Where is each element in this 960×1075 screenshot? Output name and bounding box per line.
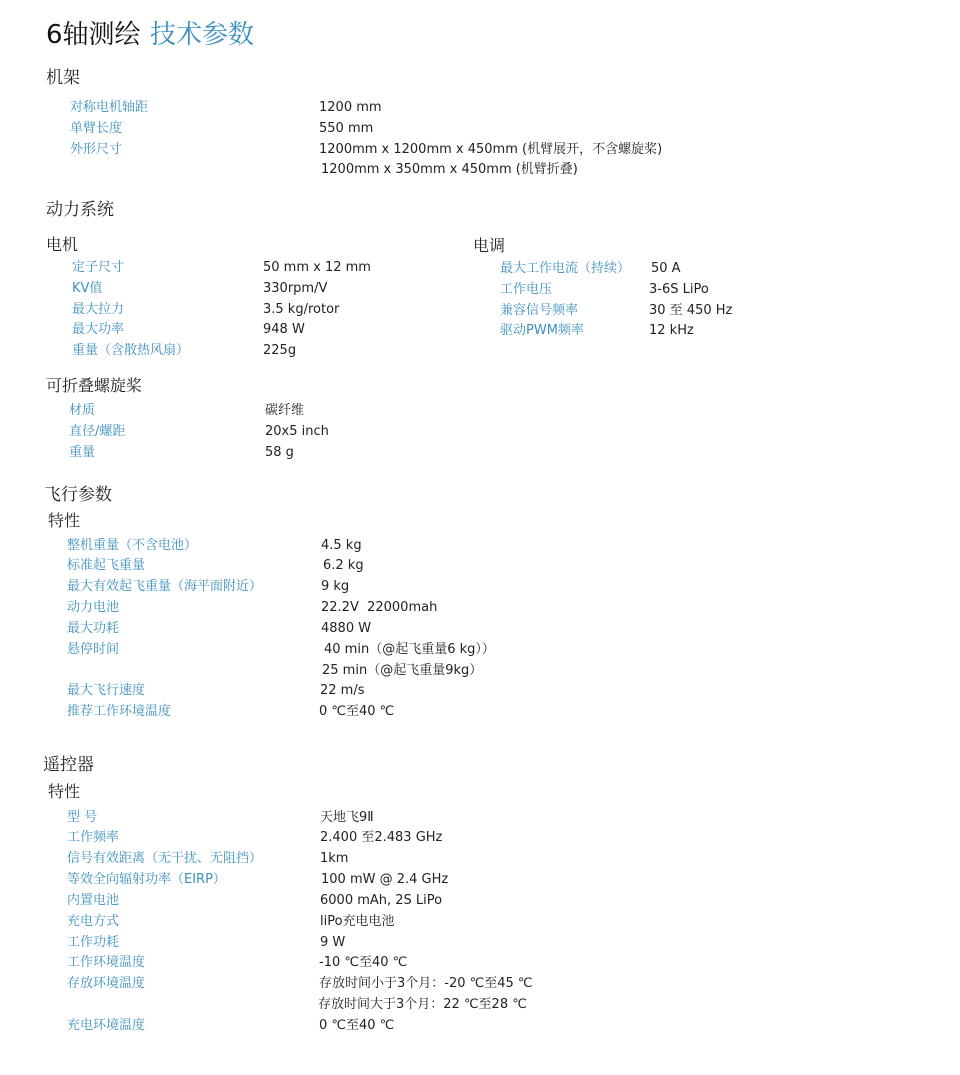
flight-value-max-speed: 22 m/s <box>320 683 365 698</box>
esc-value-signal-freq: 30 至 450 Hz <box>649 303 733 318</box>
remote-label-storage-temp: 存放环境温度 <box>67 976 146 991</box>
flight-label-max-consumption: 最大功耗 <box>67 621 120 636</box>
propeller-label-weight: 重量 <box>69 445 96 460</box>
page-title: 6轴测绘 <box>46 20 141 50</box>
motor-label-stator: 定子尺寸 <box>72 260 125 275</box>
section-heading-flight: 飞行参数 <box>44 485 112 505</box>
remote-label-battery: 内置电池 <box>67 893 120 908</box>
flight-value-max-takeoff: 9 kg <box>321 579 350 594</box>
section-heading-frame: 机架 <box>46 68 80 88</box>
frame-label-wheelbase: 对称电机轴距 <box>70 100 149 115</box>
flight-label-airframe-weight: 整机重量（不含电池） <box>67 538 198 553</box>
frame-value-wheelbase: 1200 mm <box>319 100 382 115</box>
esc-label-signal-freq: 兼容信号频率 <box>500 303 579 318</box>
esc-value-pwm-freq: 12 kHz <box>649 323 694 338</box>
remote-value-model: 天地飞9Ⅱ <box>320 810 374 825</box>
esc-label-max-current: 最大工作电流（持续） <box>500 261 631 276</box>
flight-value-hover-time-6kg: 40 min（@起飞重量6 kg）） <box>324 642 495 657</box>
remote-value-eirp: 100 mW @ 2.4 GHz <box>321 872 449 887</box>
flight-label-max-speed: 最大飞行速度 <box>67 683 146 698</box>
flight-value-operating-temp: 0 ℃至40 ℃ <box>319 704 395 719</box>
flight-value-standard-takeoff: 6.2 kg <box>323 558 364 573</box>
page-subtitle: 技术参数 <box>150 20 255 50</box>
propeller-label-diameter-pitch: 直径/螺距 <box>69 424 126 439</box>
motor-value-kv: 330rpm/V <box>263 281 328 296</box>
propeller-label-material: 材质 <box>69 403 96 418</box>
motor-label-max-thrust: 最大拉力 <box>72 302 125 317</box>
remote-value-storage-temp-short: 存放时间小于3个月：-20 ℃至45 ℃ <box>319 976 533 991</box>
remote-value-frequency: 2.400 至2.483 GHz <box>320 830 443 845</box>
frame-value-dimensions-unfolded: 1200mm x 1200mm x 450mm (机臂展开，不含螺旋桨) <box>319 142 663 157</box>
esc-value-max-current: 50 A <box>651 261 681 276</box>
remote-value-battery: 6000 mAh, 2S LiPo <box>320 893 443 908</box>
motor-label-weight: 重量（含散热风扇） <box>72 343 190 358</box>
propeller-value-weight: 58 g <box>265 445 294 460</box>
frame-value-arm-length: 550 mm <box>319 121 374 136</box>
flight-value-airframe-weight: 4.5 kg <box>321 538 362 553</box>
remote-label-model: 型 号 <box>67 810 98 825</box>
flight-value-hover-time-9kg: 25 min（@起飞重量9kg） <box>322 663 483 678</box>
remote-value-storage-temp-long: 存放时间大于3个月：22 ℃至28 ℃ <box>318 997 527 1012</box>
subsection-heading-remote-characteristics: 特性 <box>48 782 81 801</box>
flight-value-battery: 22.2V 22000mah <box>321 600 438 615</box>
flight-label-battery: 动力电池 <box>67 600 120 615</box>
esc-label-voltage: 工作电压 <box>500 282 553 297</box>
subsection-heading-esc: 电调 <box>473 236 506 255</box>
propeller-value-diameter-pitch: 20x5 inch <box>265 424 329 439</box>
remote-label-charging-method: 充电方式 <box>67 914 120 929</box>
remote-value-range: 1km <box>320 851 349 866</box>
remote-label-frequency: 工作频率 <box>67 830 120 845</box>
frame-label-arm-length: 单臂长度 <box>70 121 123 136</box>
subsection-heading-flight-characteristics: 特性 <box>48 511 81 530</box>
subsection-heading-propeller: 可折叠螺旋桨 <box>46 376 143 395</box>
motor-label-kv: KV值 <box>72 281 103 296</box>
motor-value-weight: 225g <box>263 343 297 358</box>
remote-label-eirp: 等效全向辐射功率（EIRP） <box>67 872 226 887</box>
remote-value-operating-temp: -10 ℃至40 ℃ <box>319 955 408 970</box>
remote-value-power-consumption: 9 W <box>320 935 346 950</box>
remote-label-range: 信号有效距离（无干扰、无阻挡） <box>67 851 263 866</box>
remote-value-charging-temp: 0 ℃至40 ℃ <box>319 1018 395 1033</box>
flight-value-max-consumption: 4880 W <box>321 621 372 636</box>
flight-label-max-takeoff: 最大有效起飞重量（海平面附近） <box>67 579 263 594</box>
flight-label-standard-takeoff: 标准起飞重量 <box>67 558 146 573</box>
frame-value-dimensions-folded: 1200mm x 350mm x 450mm (机臂折叠) <box>321 162 578 177</box>
motor-label-max-power: 最大功率 <box>72 322 125 337</box>
flight-label-hover-time: 悬停时间 <box>67 642 120 657</box>
esc-value-voltage: 3-6S LiPo <box>649 282 709 297</box>
frame-label-dimensions: 外形尺寸 <box>70 142 123 157</box>
remote-label-charging-temp: 充电环境温度 <box>67 1018 146 1033</box>
flight-label-operating-temp: 推荐工作环境温度 <box>67 704 172 719</box>
remote-value-charging-method: liPo充电电池 <box>320 914 395 929</box>
remote-label-operating-temp: 工作环境温度 <box>67 955 146 970</box>
subsection-heading-motor: 电机 <box>46 235 79 254</box>
esc-label-pwm-freq: 驱动PWM频率 <box>500 323 584 338</box>
remote-label-power-consumption: 工作功耗 <box>67 935 120 950</box>
motor-value-stator: 50 mm x 12 mm <box>263 260 371 275</box>
section-heading-power: 动力系统 <box>46 200 114 220</box>
propeller-value-material: 碳纤维 <box>265 403 305 418</box>
motor-value-max-thrust: 3.5 kg/rotor <box>263 302 340 317</box>
section-heading-remote: 遥控器 <box>43 755 94 775</box>
motor-value-max-power: 948 W <box>263 322 305 337</box>
